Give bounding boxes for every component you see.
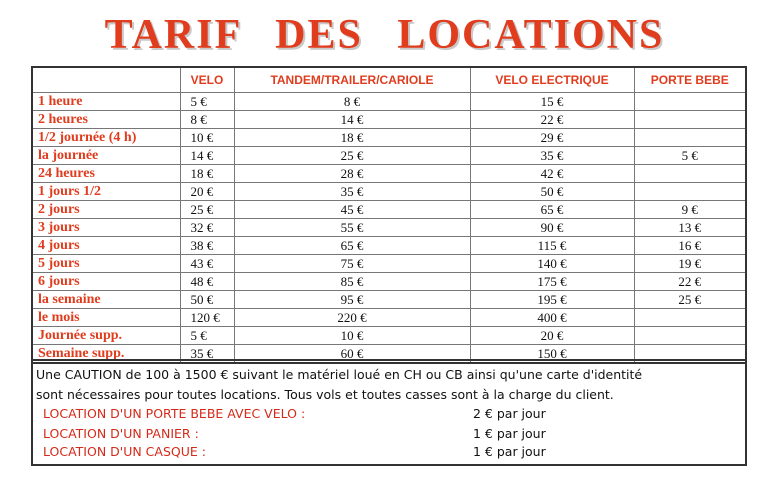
option-label: LOCATION D'UN PANIER : <box>43 426 199 441</box>
price-cell-porte-bebe <box>634 309 746 327</box>
price-cell-electrique: 115 € <box>470 237 634 255</box>
price-cell-electrique: 400 € <box>470 309 634 327</box>
price-cell-electrique: 150 € <box>470 345 634 364</box>
row-label: Journée supp. <box>32 327 180 345</box>
price-cell-electrique: 50 € <box>470 183 634 201</box>
table-row <box>32 201 746 219</box>
price-cell-electrique: 42 € <box>470 165 634 183</box>
option-price: 2 € par jour <box>473 406 546 421</box>
table-row <box>32 309 746 327</box>
price-cell-velo: 32 € <box>180 219 234 237</box>
table-row <box>32 237 746 255</box>
table-row <box>32 111 746 129</box>
price-cell-porte-bebe: 9 € <box>634 201 746 219</box>
table-row <box>32 183 746 201</box>
price-cell-electrique: 90 € <box>470 219 634 237</box>
price-cell-electrique: 35 € <box>470 147 634 165</box>
caution-line-1: Une CAUTION de 100 à 1500 € suivant le matériel loué en CH ou CB ainsi qu'une carte d'identité <box>36 367 643 382</box>
price-cell-porte-bebe <box>634 183 746 201</box>
price-cell-tandem: 18 € <box>234 129 470 147</box>
price-cell-tandem: 75 € <box>234 255 470 273</box>
row-label: 2 heures <box>32 111 180 129</box>
price-cell-tandem: 25 € <box>234 147 470 165</box>
price-cell-porte-bebe: 25 € <box>634 291 746 309</box>
price-cell-velo: 50 € <box>180 291 234 309</box>
table-row <box>32 147 746 165</box>
price-cell-electrique: 65 € <box>470 201 634 219</box>
row-label: 4 jours <box>32 237 180 255</box>
price-cell-porte-bebe <box>634 93 746 111</box>
price-cell-velo: 5 € <box>180 327 234 345</box>
option-casque <box>43 443 733 461</box>
price-cell-porte-bebe <box>634 165 746 183</box>
price-cell-tandem: 55 € <box>234 219 470 237</box>
price-cell-velo: 35 € <box>180 345 234 364</box>
row-label: 1/2 journée (4 h) <box>32 129 180 147</box>
row-label: 24 heures <box>32 165 180 183</box>
price-cell-velo: 48 € <box>180 273 234 291</box>
table-header-row <box>32 67 746 93</box>
price-cell-velo: 20 € <box>180 183 234 201</box>
row-label: le mois <box>32 309 180 327</box>
page-title: TARIF DES LOCATIONS <box>104 12 665 58</box>
info-box <box>31 359 747 466</box>
price-cell-tandem: 60 € <box>234 345 470 364</box>
table-row <box>32 273 746 291</box>
tarif-table <box>31 66 747 364</box>
price-cell-tandem: 45 € <box>234 201 470 219</box>
price-cell-electrique: 29 € <box>470 129 634 147</box>
price-cell-electrique: 195 € <box>470 291 634 309</box>
row-label: la semaine <box>32 291 180 309</box>
caution-line-2: sont nécessaires pour toutes locations. Tous vols et toutes casses sont à la charge du client. <box>36 387 614 402</box>
table-row <box>32 291 746 309</box>
table-row <box>32 327 746 345</box>
price-cell-porte-bebe: 13 € <box>634 219 746 237</box>
option-panier <box>43 425 733 443</box>
price-cell-electrique: 15 € <box>470 93 634 111</box>
column-header-tandem: TANDEM/TRAILER/CARIOLE <box>234 67 470 93</box>
option-label: LOCATION D'UN CASQUE : <box>43 444 206 459</box>
table-row <box>32 129 746 147</box>
row-label: Semaine supp. <box>32 345 180 364</box>
price-cell-porte-bebe: 22 € <box>634 273 746 291</box>
option-price: 1 € par jour <box>473 426 546 441</box>
price-cell-porte-bebe: 16 € <box>634 237 746 255</box>
option-porte-bebe <box>43 405 733 423</box>
price-cell-tandem: 85 € <box>234 273 470 291</box>
column-header-velo: VELO <box>180 67 234 93</box>
caution-text <box>36 365 736 405</box>
price-cell-tandem: 14 € <box>234 111 470 129</box>
row-label: 1 heure <box>32 93 180 111</box>
price-cell-porte-bebe <box>634 129 746 147</box>
price-cell-electrique: 140 € <box>470 255 634 273</box>
option-label: LOCATION D'UN PORTE BEBE AVEC VELO : <box>43 406 306 421</box>
price-cell-velo: 10 € <box>180 129 234 147</box>
header-corner <box>32 67 180 93</box>
price-cell-velo: 120 € <box>180 309 234 327</box>
row-label: 2 jours <box>32 201 180 219</box>
price-cell-porte-bebe <box>634 327 746 345</box>
price-cell-tandem: 95 € <box>234 291 470 309</box>
price-cell-velo: 38 € <box>180 237 234 255</box>
row-label: 5 jours <box>32 255 180 273</box>
price-cell-porte-bebe <box>634 111 746 129</box>
column-header-porte-bebe: PORTE BEBE <box>634 67 746 93</box>
table-row <box>32 219 746 237</box>
row-label: 1 jours 1/2 <box>32 183 180 201</box>
price-cell-electrique: 175 € <box>470 273 634 291</box>
price-cell-tandem: 28 € <box>234 165 470 183</box>
price-cell-velo: 8 € <box>180 111 234 129</box>
row-label: 6 jours <box>32 273 180 291</box>
price-cell-velo: 14 € <box>180 147 234 165</box>
table-row <box>32 93 746 111</box>
price-cell-velo: 18 € <box>180 165 234 183</box>
row-label: 3 jours <box>32 219 180 237</box>
price-cell-tandem: 8 € <box>234 93 470 111</box>
table-row <box>32 255 746 273</box>
table-row <box>32 165 746 183</box>
price-cell-tandem: 220 € <box>234 309 470 327</box>
row-label: la journée <box>32 147 180 165</box>
price-cell-tandem: 35 € <box>234 183 470 201</box>
option-price: 1 € par jour <box>473 444 546 459</box>
price-cell-velo: 25 € <box>180 201 234 219</box>
price-cell-tandem: 65 € <box>234 237 470 255</box>
price-cell-electrique: 20 € <box>470 327 634 345</box>
price-cell-electrique: 22 € <box>470 111 634 129</box>
price-cell-velo: 5 € <box>180 93 234 111</box>
price-cell-velo: 43 € <box>180 255 234 273</box>
price-cell-tandem: 10 € <box>234 327 470 345</box>
column-header-velo-electrique: VELO ELECTRIQUE <box>470 67 634 93</box>
price-cell-porte-bebe: 19 € <box>634 255 746 273</box>
price-cell-porte-bebe: 5 € <box>634 147 746 165</box>
